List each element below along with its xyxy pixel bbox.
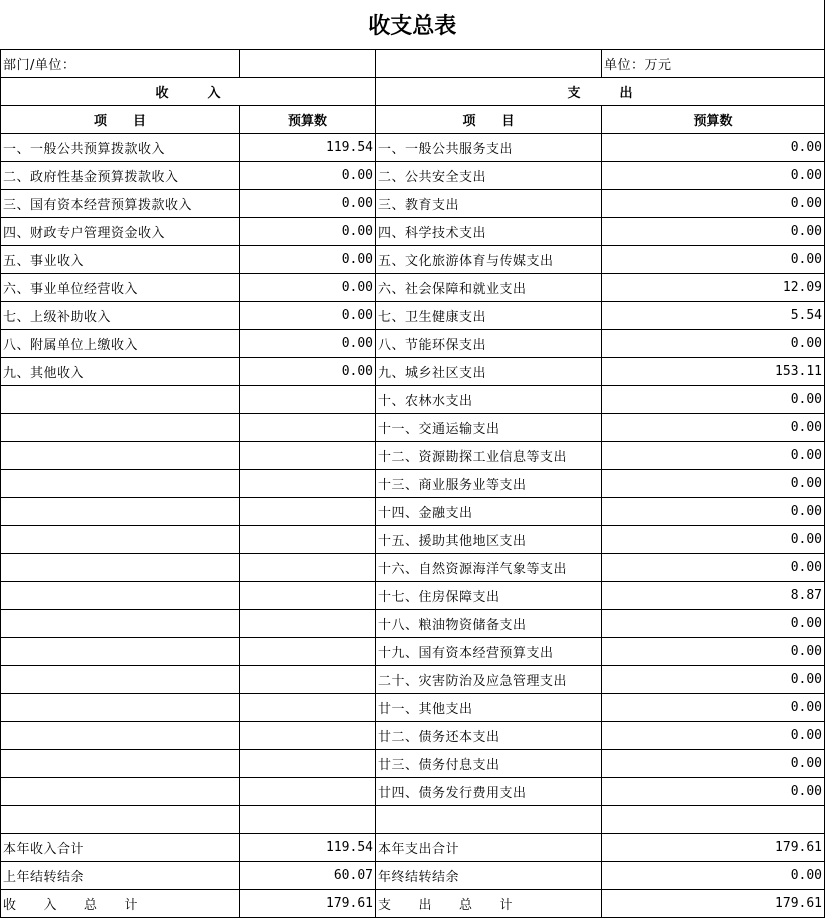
expense-item-value[interactable]: 0.00: [602, 161, 825, 189]
expense-item-value[interactable]: 12.09: [602, 273, 825, 301]
income-section-header: 收 入: [1, 77, 376, 105]
empty-cell[interactable]: [240, 469, 376, 497]
expense-item-label: 三、教育支出: [376, 189, 602, 217]
table-row: [1, 217, 825, 245]
empty-cell[interactable]: [1, 497, 240, 525]
expense-item-value[interactable]: 0.00: [602, 637, 825, 665]
empty-cell[interactable]: [240, 525, 376, 553]
expense-item-value[interactable]: 0.00: [602, 441, 825, 469]
table-row: [1, 245, 825, 273]
empty-cell[interactable]: [1, 665, 240, 693]
expense-item-value[interactable]: 0.00: [602, 749, 825, 777]
empty-cell[interactable]: [240, 721, 376, 749]
empty-cell[interactable]: [1, 805, 240, 833]
empty-cell[interactable]: [1, 581, 240, 609]
empty-cell[interactable]: [240, 777, 376, 805]
table-row: [1, 441, 825, 469]
expense-item-value[interactable]: 0.00: [602, 413, 825, 441]
empty-cell[interactable]: [602, 805, 825, 833]
table-row: [1, 385, 825, 413]
empty-cell[interactable]: [240, 553, 376, 581]
grand-total-expense-value[interactable]: 179.61: [602, 889, 825, 917]
table-row: [1, 805, 825, 833]
table-row: [1, 721, 825, 749]
expense-item-label: 七、卫生健康支出: [376, 301, 602, 329]
income-item-value[interactable]: 0.00: [240, 357, 376, 385]
grand-total-income-label: 收 入 总 计: [1, 889, 240, 917]
table-row: [1, 665, 825, 693]
expense-item-value[interactable]: 0.00: [602, 189, 825, 217]
expense-item-label: 十三、商业服务业等支出: [376, 469, 602, 497]
income-budget-header: 预算数: [240, 105, 376, 133]
income-item-value[interactable]: 0.00: [240, 217, 376, 245]
empty-cell[interactable]: [240, 413, 376, 441]
empty-cell[interactable]: [1, 469, 240, 497]
expense-item-value[interactable]: 0.00: [602, 525, 825, 553]
expense-item-value[interactable]: 0.00: [602, 469, 825, 497]
dept-value-cell[interactable]: [240, 49, 376, 77]
expense-item-label: 十、农林水支出: [376, 385, 602, 413]
expense-item-label: 一、一般公共服务支出: [376, 133, 602, 161]
table-row: [1, 301, 825, 329]
table-row: [1, 749, 825, 777]
empty-cell[interactable]: [240, 665, 376, 693]
grand-total-income-value[interactable]: 179.61: [240, 889, 376, 917]
table-row: [1, 525, 825, 553]
empty-cell[interactable]: [1, 385, 240, 413]
table-row: [1, 497, 825, 525]
empty-cell[interactable]: [1, 749, 240, 777]
expense-item-value[interactable]: 0.00: [602, 385, 825, 413]
income-item-value[interactable]: 119.54: [240, 133, 376, 161]
empty-cell[interactable]: [1, 553, 240, 581]
empty-cell[interactable]: [1, 637, 240, 665]
expense-item-label: 十二、资源勘探工业信息等支出: [376, 441, 602, 469]
table-row: [1, 413, 825, 441]
table-row: [1, 133, 825, 161]
expense-item-value[interactable]: 0.00: [602, 721, 825, 749]
empty-cell[interactable]: [240, 609, 376, 637]
empty-cell[interactable]: [1, 721, 240, 749]
expense-item-label: 六、社会保障和就业支出: [376, 273, 602, 301]
table-row: [1, 469, 825, 497]
empty-cell[interactable]: [376, 805, 602, 833]
expense-item-label: 二、公共安全支出: [376, 161, 602, 189]
income-item-value[interactable]: 0.00: [240, 273, 376, 301]
empty-cell[interactable]: [1, 413, 240, 441]
empty-cell[interactable]: [1, 441, 240, 469]
table-row: [1, 637, 825, 665]
expense-item-value[interactable]: 0.00: [602, 497, 825, 525]
income-item-value[interactable]: 0.00: [240, 161, 376, 189]
year-total-income-value[interactable]: 119.54: [240, 833, 376, 861]
expense-item-label: 十九、国有资本经营预算支出: [376, 637, 602, 665]
empty-cell[interactable]: [240, 497, 376, 525]
carry-over-expense-value[interactable]: 0.00: [602, 861, 825, 889]
dept-label: 部门/单位：: [1, 49, 240, 77]
expense-item-label: 廿二、债务还本支出: [376, 721, 602, 749]
income-item-label: 九、其他收入: [1, 357, 240, 385]
expense-item-label: 九、城乡社区支出: [376, 357, 602, 385]
expense-item-label: 十五、援助其他地区支出: [376, 525, 602, 553]
table-row: [1, 357, 825, 385]
page-title: 收支总表: [1, 0, 825, 49]
grand-total-row: [1, 889, 825, 917]
income-item-header: 项 目: [1, 105, 240, 133]
income-item-label: 三、国有资本经营预算拨款收入: [1, 189, 240, 217]
carry-over-expense-label: 年终结转结余: [376, 861, 602, 889]
table-row: [1, 161, 825, 189]
carry-over-income-value[interactable]: 60.07: [240, 861, 376, 889]
expense-item-value[interactable]: 0.00: [602, 133, 825, 161]
table-row: [1, 609, 825, 637]
empty-cell[interactable]: [240, 693, 376, 721]
income-item-value[interactable]: 0.00: [240, 245, 376, 273]
expense-item-value[interactable]: 153.11: [602, 357, 825, 385]
table-row: [1, 581, 825, 609]
expense-item-value[interactable]: 0.00: [602, 665, 825, 693]
expense-item-value[interactable]: 0.00: [602, 693, 825, 721]
table-row: [1, 189, 825, 217]
expense-item-label: 十八、粮油物资储备支出: [376, 609, 602, 637]
expense-item-label: 四、科学技术支出: [376, 217, 602, 245]
expense-item-label: 十一、交通运输支出: [376, 413, 602, 441]
expense-item-value[interactable]: 0.00: [602, 245, 825, 273]
expense-item-value[interactable]: 0.00: [602, 777, 825, 805]
income-item-label: 二、政府性基金预算拨款收入: [1, 161, 240, 189]
expense-item-label: 五、文化旅游体育与传媒支出: [376, 245, 602, 273]
empty-cell[interactable]: [240, 441, 376, 469]
expense-item-label: 廿一、其他支出: [376, 693, 602, 721]
carry-over-row: [1, 861, 825, 889]
expense-item-value[interactable]: 0.00: [602, 609, 825, 637]
empty-cell[interactable]: [240, 637, 376, 665]
table-row: [1, 693, 825, 721]
carry-over-income-label: 上年结转结余: [1, 861, 240, 889]
empty-cell[interactable]: [240, 385, 376, 413]
income-item-value[interactable]: 0.00: [240, 301, 376, 329]
expense-item-label: 十七、住房保障支出: [376, 581, 602, 609]
grand-total-expense-label: 支 出 总 计: [376, 889, 602, 917]
expense-item-label: 二十、灾害防治及应急管理支出: [376, 665, 602, 693]
income-item-label: 五、事业收入: [1, 245, 240, 273]
unit-label: 单位：万元: [602, 49, 825, 77]
income-item-value[interactable]: 0.00: [240, 329, 376, 357]
table-row: [1, 273, 825, 301]
empty-cell[interactable]: [1, 777, 240, 805]
expense-item-label: 廿三、债务付息支出: [376, 749, 602, 777]
empty-cell[interactable]: [240, 581, 376, 609]
table-row: [1, 329, 825, 357]
table-row: [1, 777, 825, 805]
empty-cell[interactable]: [240, 749, 376, 777]
empty-cell[interactable]: [1, 693, 240, 721]
expense-item-label: 十六、自然资源海洋气象等支出: [376, 553, 602, 581]
expense-item-value[interactable]: 0.00: [602, 217, 825, 245]
expense-item-label: 十四、金融支出: [376, 497, 602, 525]
income-item-label: 六、事业单位经营收入: [1, 273, 240, 301]
year-total-income-label: 本年收入合计: [1, 833, 240, 861]
expense-item-value[interactable]: 5.54: [602, 301, 825, 329]
expense-item-value[interactable]: 8.87: [602, 581, 825, 609]
income-item-label: 四、财政专户管理资金收入: [1, 217, 240, 245]
table-row: [1, 553, 825, 581]
empty-cell[interactable]: [1, 525, 240, 553]
year-total-expense-label: 本年支出合计: [376, 833, 602, 861]
expense-item-value[interactable]: 0.00: [602, 553, 825, 581]
income-item-label: 七、上级补助收入: [1, 301, 240, 329]
expense-item-label: 廿四、债务发行费用支出: [376, 777, 602, 805]
year-total-expense-value[interactable]: 179.61: [602, 833, 825, 861]
expense-item-label: 八、节能环保支出: [376, 329, 602, 357]
income-item-label: 八、附属单位上缴收入: [1, 329, 240, 357]
empty-cell[interactable]: [1, 609, 240, 637]
empty-cell[interactable]: [240, 805, 376, 833]
expense-section-header: 支 出: [376, 77, 825, 105]
expense-item-header: 项 目: [376, 105, 602, 133]
income-item-label: 一、一般公共预算拨款收入: [1, 133, 240, 161]
expense-budget-header: 预算数: [602, 105, 825, 133]
income-item-value[interactable]: 0.00: [240, 189, 376, 217]
expense-item-value[interactable]: 0.00: [602, 329, 825, 357]
year-total-row: [1, 833, 825, 861]
info-blank-cell[interactable]: [376, 49, 602, 77]
